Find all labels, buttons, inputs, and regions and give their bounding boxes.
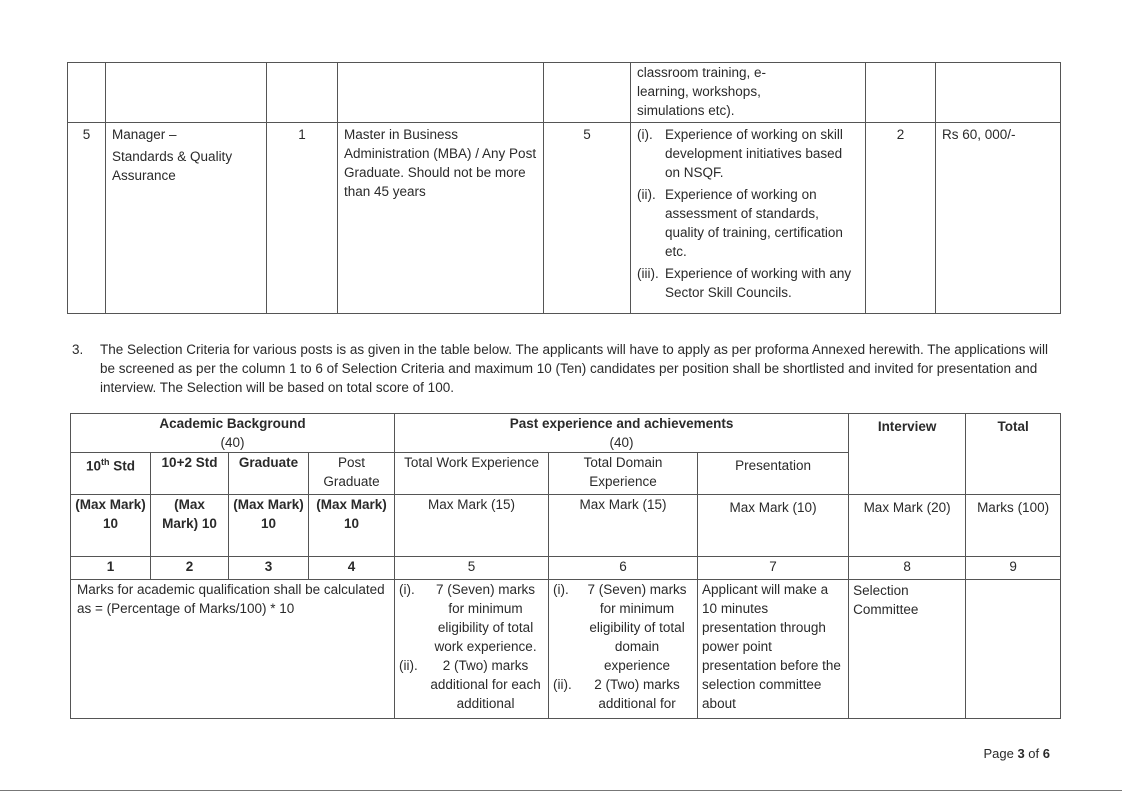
past-experience-header: Past experience and achievements (40)	[395, 414, 849, 453]
list-item: (i). 7 (Seven) marks for minimum eligibility of total domain experience	[553, 582, 687, 673]
column-number: 2	[151, 557, 229, 580]
serial-number: 5	[68, 123, 106, 314]
column-number: 5	[395, 557, 549, 580]
salary: Rs 60, 000/-	[936, 123, 1061, 314]
page-edge-divider	[0, 790, 1122, 791]
vacancy-count: 1	[267, 123, 338, 314]
presentation-note: Applicant will make a 10 minutes presentation through power point presentation before the selection committee about	[698, 580, 849, 719]
table-row	[68, 123, 1061, 314]
col-presentation: Presentation	[698, 453, 849, 495]
table-row	[71, 414, 1061, 453]
position-name: Manager – Standards & Quality Assurance	[106, 123, 267, 314]
list-item: (iii). Experience of working with any Sector Skill Councils.	[637, 266, 852, 300]
selection-criteria-paragraph	[72, 340, 1060, 397]
interview-note: Selection Committee	[849, 580, 966, 719]
table-row	[71, 557, 1061, 580]
selection-criteria-table	[70, 413, 1061, 719]
experience-requirements	[631, 123, 866, 314]
qualification-continued: classroom training, e- learning, workshops, simulations etc).	[631, 63, 866, 123]
column-number: 9	[966, 557, 1061, 580]
total-header: Total	[966, 414, 1061, 495]
col-graduate: Graduate	[229, 453, 309, 495]
education-requirement: Master in Business Administration (MBA) / Any Post Graduate. Should not be more than 45 years	[338, 123, 544, 314]
academic-calculation-note: Marks for academic qualification shall be calculated as = (Percentage of Marks/100) * 10	[71, 580, 395, 719]
column-number: 6	[549, 557, 698, 580]
paragraph-text: The Selection Criteria for various posts is as given in the table below. The applicants will have to apply as per proforma Annexed herewith. The applications will be screened as per the column 1 to 6 of Selection Criteria and maximum 10 (Ten) candidates per position shall be shortlisted and invited for presentation and interview. The Selection will be based on total score of 100.	[100, 342, 1049, 395]
col-10th-std: 10th Std	[71, 453, 151, 495]
paragraph-number: 3.	[72, 342, 84, 357]
list-item: (ii). Experience of working on assessment of standards, quality of training, certification etc.	[637, 187, 843, 259]
contract-years: 2	[866, 123, 936, 314]
work-experience-marks	[395, 580, 549, 719]
vacancy-table	[67, 62, 1061, 314]
list-item: (ii). 2 (Two) marks additional for	[553, 677, 680, 711]
column-number: 7	[698, 557, 849, 580]
column-number: 1	[71, 557, 151, 580]
interview-header: Interview	[849, 414, 966, 495]
list-item: (ii). 2 (Two) marks additional for each additional	[399, 658, 541, 711]
column-number: 4	[309, 557, 395, 580]
table-row	[71, 580, 1061, 719]
col-post-graduate: Post Graduate	[309, 453, 395, 495]
domain-experience-marks	[549, 580, 698, 719]
list-item: (i). 7 (Seven) marks for minimum eligibility of total work experience.	[399, 582, 537, 654]
col-12th-std: 10+2 Std	[151, 453, 229, 495]
experience-years: 5	[544, 123, 631, 314]
col-total-work-experience: Total Work Experience	[395, 453, 549, 495]
academic-header: Academic Background (40)	[71, 414, 395, 453]
column-number: 8	[849, 557, 966, 580]
table-row	[68, 63, 1061, 123]
column-number: 3	[229, 557, 309, 580]
page-number: Page 3 of 6	[983, 746, 1050, 761]
col-total-domain-experience: Total Domain Experience	[549, 453, 698, 495]
table-row: (Max Mark) 10 (Max Mark) 10 (Max Mark) 10 (Max Mark) 10 Max Mark (15) Max Mark (15) Max Mark (10) Max Mark (20) Marks (100)	[71, 495, 1061, 557]
list-item: (i). Experience of working on skill development initiatives based on NSQF.	[637, 127, 843, 180]
